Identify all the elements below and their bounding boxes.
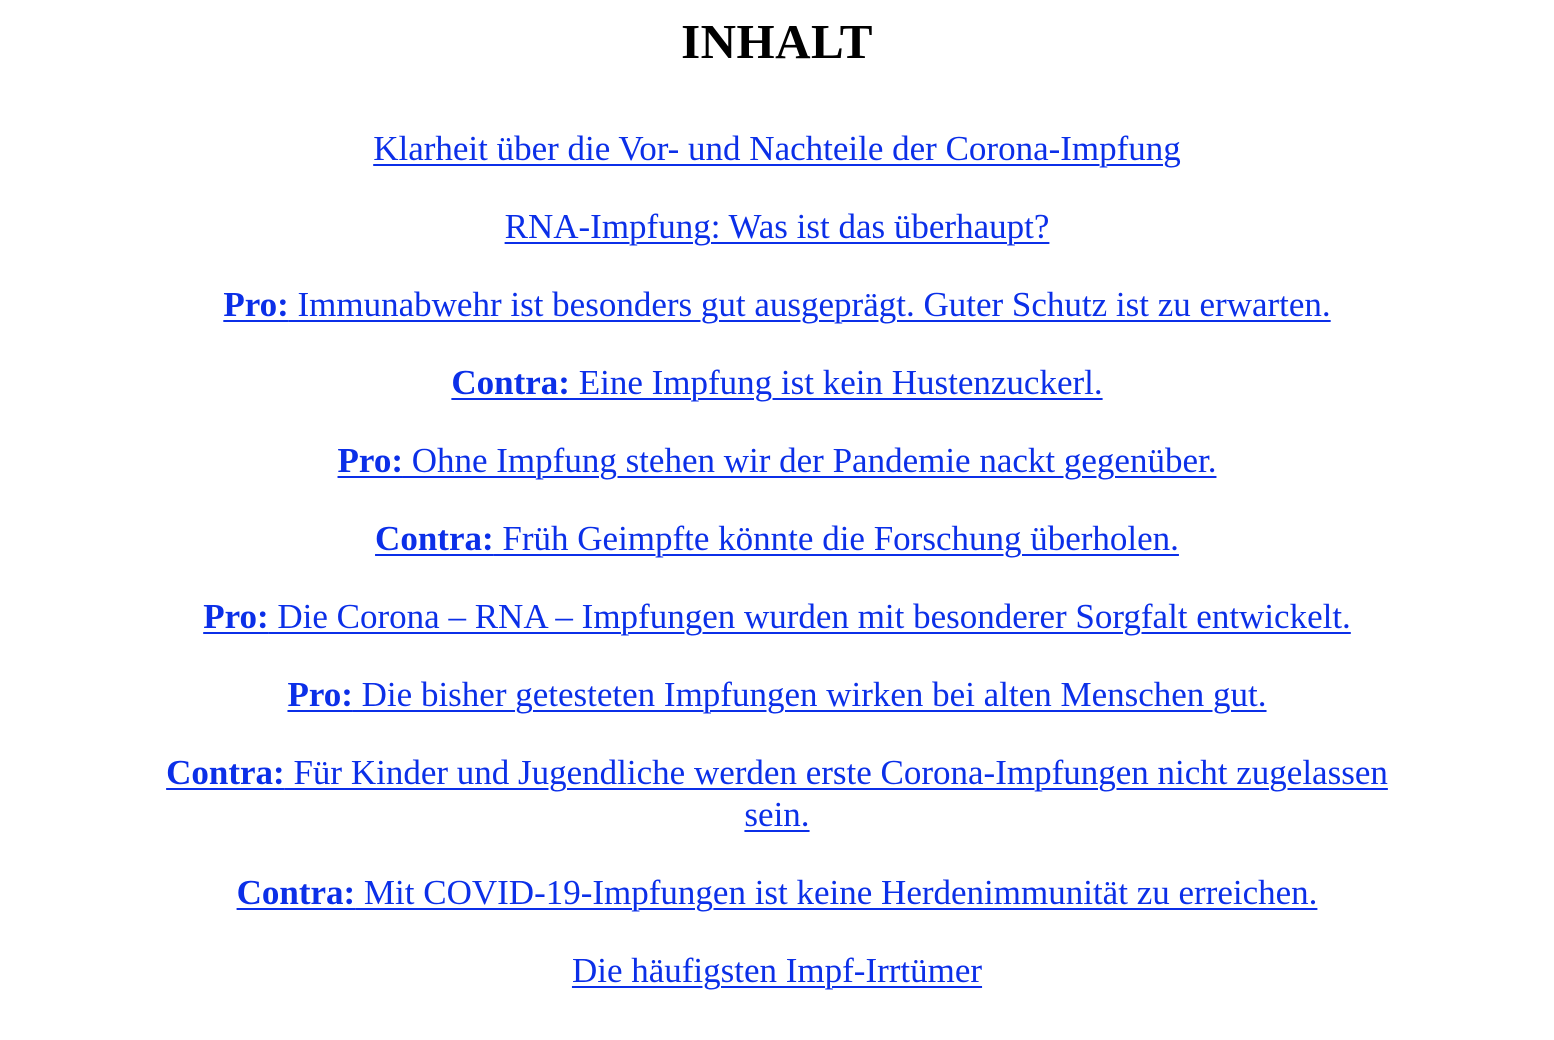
toc-link-text: Klarheit über die Vor- und Nachteile der Corona-Impfung [373,129,1181,168]
toc-link-pro-immunabwehr[interactable] [223,285,1330,324]
toc-link-text: Die Corona – RNA – Impfungen wurden mit besonderer Sorgfalt entwickelt. [268,597,1351,636]
toc-link-text: Eine Impfung ist kein Hustenzuckerl. [569,363,1103,402]
toc-link-prefix: Pro: [287,675,353,714]
toc-link-prefix: Pro: [203,597,269,636]
toc-list [120,128,1434,992]
toc-link-prefix: Contra: [375,519,494,558]
toc-link-prefix: Contra: [451,363,570,402]
toc-link-text: Früh Geimpfte könnte die Forschung überholen. [493,519,1179,558]
toc-link-pro-sorgfalt[interactable] [203,597,1351,636]
toc-link-pro-pandemie[interactable] [338,441,1217,480]
toc-item [120,128,1434,170]
toc-link-prefix: Pro: [337,441,403,480]
toc-item [120,362,1434,404]
toc-link-prefix: Contra: [166,753,285,792]
toc-item [120,950,1434,992]
toc-link-text: Die häufigsten Impf-Irrtümer [571,951,983,990]
toc-link-rna-impfung[interactable] [505,207,1050,246]
toc-link-impf-irrtuemer[interactable] [572,951,982,990]
toc-link-text: Für Kinder und Jugendliche werden erste Corona-Impfungen nicht zugelassen sein. [284,753,1388,834]
toc-link-text: Ohne Impfung stehen wir der Pandemie nackt gegenüber. [402,441,1217,480]
toc-item [120,284,1434,326]
toc-link-prefix: Pro: [223,285,289,324]
toc-link-contra-kinder[interactable] [166,753,1388,834]
toc-link-text: Die bisher getesteten Impfungen wirken bei alten Menschen gut. [352,675,1267,714]
toc-item [120,674,1434,716]
toc-link-contra-forschung[interactable] [375,519,1179,558]
toc-link-text: Immunabwehr ist besonders gut ausgeprägt. Guter Schutz ist zu erwarten. [288,285,1331,324]
toc-link-contra-hustenzuckerl[interactable] [451,363,1102,402]
toc-item [120,872,1434,914]
toc-item [120,596,1434,638]
toc-link-klarheit[interactable] [373,129,1181,168]
toc-link-prefix: Contra: [236,873,356,912]
toc-item-wrap [162,752,1392,836]
toc-item [120,518,1434,560]
toc-item [120,752,1434,836]
toc-link-pro-alte-menschen[interactable] [287,675,1266,714]
toc-link-text: Mit COVID-19-Impfungen ist keine Herdenimmunität zu erreichen. [355,873,1318,912]
toc-item [120,206,1434,248]
toc-title: INHALT [681,14,873,69]
toc-link-contra-herdenimmunitaet[interactable] [237,873,1318,912]
toc-item [120,440,1434,482]
toc-link-text: RNA-Impfung: Was ist das überhaupt? [504,207,1050,246]
